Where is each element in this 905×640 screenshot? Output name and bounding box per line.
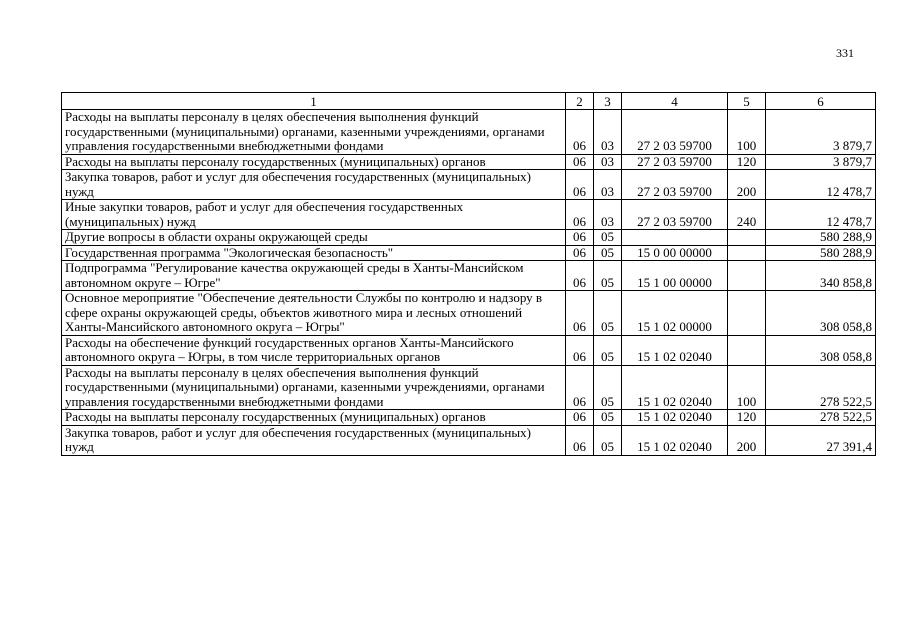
row-target-cell: 27 2 03 59700 xyxy=(622,154,728,170)
row-subsection-cell: 05 xyxy=(594,425,622,455)
row-target-cell xyxy=(622,230,728,246)
row-amount-cell: 278 522,5 xyxy=(766,410,876,426)
row-section-cell: 06 xyxy=(566,110,594,155)
table-row xyxy=(62,154,876,170)
row-target-cell: 15 1 02 00000 xyxy=(622,291,728,336)
row-expense-type-cell: 100 xyxy=(728,365,766,410)
row-target-cell: 15 0 00 00000 xyxy=(622,245,728,261)
row-section-cell: 06 xyxy=(566,365,594,410)
row-section-cell: 06 xyxy=(566,410,594,426)
row-target-cell: 27 2 03 59700 xyxy=(622,170,728,200)
header-col-1: 1 xyxy=(62,93,566,110)
row-section-cell: 06 xyxy=(566,425,594,455)
row-name-cell: Закупка товаров, работ и услуг для обеспечения государственных (муниципальных) нужд xyxy=(62,170,566,200)
row-amount-cell: 12 478,7 xyxy=(766,170,876,200)
row-expense-type-cell: 240 xyxy=(728,200,766,230)
row-name-cell: Подпрограмма "Регулирование качества окружающей среды в Ханты-Мансийском автономном округе – Югре" xyxy=(62,261,566,291)
row-expense-type-cell xyxy=(728,230,766,246)
row-subsection-cell: 05 xyxy=(594,410,622,426)
row-amount-cell: 12 478,7 xyxy=(766,200,876,230)
table-row xyxy=(62,200,876,230)
row-section-cell: 06 xyxy=(566,335,594,365)
row-target-cell: 15 1 02 02040 xyxy=(622,410,728,426)
row-target-cell: 27 2 03 59700 xyxy=(622,200,728,230)
row-name-cell: Расходы на выплаты персоналу государственных (муниципальных) органов xyxy=(62,154,566,170)
table-row xyxy=(62,170,876,200)
row-section-cell: 06 xyxy=(566,245,594,261)
header-col-2: 2 xyxy=(566,93,594,110)
row-target-cell: 15 1 02 02040 xyxy=(622,365,728,410)
row-section-cell: 06 xyxy=(566,170,594,200)
row-section-cell: 06 xyxy=(566,200,594,230)
budget-table xyxy=(61,92,876,456)
row-subsection-cell: 05 xyxy=(594,261,622,291)
row-amount-cell: 27 391,4 xyxy=(766,425,876,455)
row-subsection-cell: 03 xyxy=(594,110,622,155)
row-expense-type-cell: 100 xyxy=(728,110,766,155)
row-section-cell: 06 xyxy=(566,230,594,246)
row-subsection-cell: 03 xyxy=(594,200,622,230)
row-expense-type-cell: 200 xyxy=(728,425,766,455)
row-amount-cell: 340 858,8 xyxy=(766,261,876,291)
row-name-cell: Расходы на выплаты персоналу в целях обеспечения выполнения функций государственными (муниципальными) органами, казенными учреждениями, органами управления государственными внебюджетными фондами xyxy=(62,365,566,410)
row-amount-cell: 278 522,5 xyxy=(766,365,876,410)
row-expense-type-cell xyxy=(728,335,766,365)
table-row xyxy=(62,365,876,410)
row-expense-type-cell: 200 xyxy=(728,170,766,200)
table-header-row xyxy=(62,93,876,110)
page-number: 331 xyxy=(836,46,854,60)
table-row xyxy=(62,230,876,246)
row-subsection-cell: 05 xyxy=(594,291,622,336)
row-amount-cell: 3 879,7 xyxy=(766,154,876,170)
row-subsection-cell: 05 xyxy=(594,365,622,410)
header-col-5: 5 xyxy=(728,93,766,110)
row-target-cell: 15 1 00 00000 xyxy=(622,261,728,291)
row-expense-type-cell xyxy=(728,245,766,261)
row-subsection-cell: 05 xyxy=(594,230,622,246)
header-col-4: 4 xyxy=(622,93,728,110)
row-amount-cell: 308 058,8 xyxy=(766,291,876,336)
row-name-cell: Закупка товаров, работ и услуг для обеспечения государственных (муниципальных) нужд xyxy=(62,425,566,455)
row-expense-type-cell: 120 xyxy=(728,154,766,170)
row-name-cell: Расходы на выплаты персоналу государственных (муниципальных) органов xyxy=(62,410,566,426)
row-target-cell: 27 2 03 59700 xyxy=(622,110,728,155)
row-amount-cell: 308 058,8 xyxy=(766,335,876,365)
row-name-cell: Иные закупки товаров, работ и услуг для обеспечения государственных (муниципальных) нужд xyxy=(62,200,566,230)
header-col-3: 3 xyxy=(594,93,622,110)
table-row xyxy=(62,110,876,155)
row-name-cell: Расходы на обеспечение функций государственных органов Ханты-Мансийского автономного округа – Югры, в том числе территориальных органов xyxy=(62,335,566,365)
row-amount-cell: 3 879,7 xyxy=(766,110,876,155)
table-row xyxy=(62,291,876,336)
row-section-cell: 06 xyxy=(566,261,594,291)
row-section-cell: 06 xyxy=(566,291,594,336)
table-body xyxy=(62,110,876,456)
row-name-cell: Расходы на выплаты персоналу в целях обеспечения выполнения функций государственными (муниципальными) органами, казенными учреждениями, органами управления государственными внебюджетными фондами xyxy=(62,110,566,155)
row-expense-type-cell xyxy=(728,291,766,336)
row-name-cell: Основное мероприятие "Обеспечение деятельности Службы по контролю и надзору в сфере охраны окружающей среды, объектов животного мира и лесных отношений Ханты-Мансийского автономного округа – Югры" xyxy=(62,291,566,336)
row-subsection-cell: 03 xyxy=(594,170,622,200)
table-row xyxy=(62,245,876,261)
table-row xyxy=(62,261,876,291)
table-row xyxy=(62,425,876,455)
row-amount-cell: 580 288,9 xyxy=(766,230,876,246)
row-expense-type-cell xyxy=(728,261,766,291)
row-name-cell: Другие вопросы в области охраны окружающей среды xyxy=(62,230,566,246)
row-subsection-cell: 05 xyxy=(594,245,622,261)
table-row xyxy=(62,335,876,365)
row-expense-type-cell: 120 xyxy=(728,410,766,426)
table-row xyxy=(62,410,876,426)
row-target-cell: 15 1 02 02040 xyxy=(622,335,728,365)
row-subsection-cell: 03 xyxy=(594,154,622,170)
row-subsection-cell: 05 xyxy=(594,335,622,365)
row-amount-cell: 580 288,9 xyxy=(766,245,876,261)
row-section-cell: 06 xyxy=(566,154,594,170)
row-name-cell: Государственная программа "Экологическая безопасность" xyxy=(62,245,566,261)
header-col-6: 6 xyxy=(766,93,876,110)
row-target-cell: 15 1 02 02040 xyxy=(622,425,728,455)
